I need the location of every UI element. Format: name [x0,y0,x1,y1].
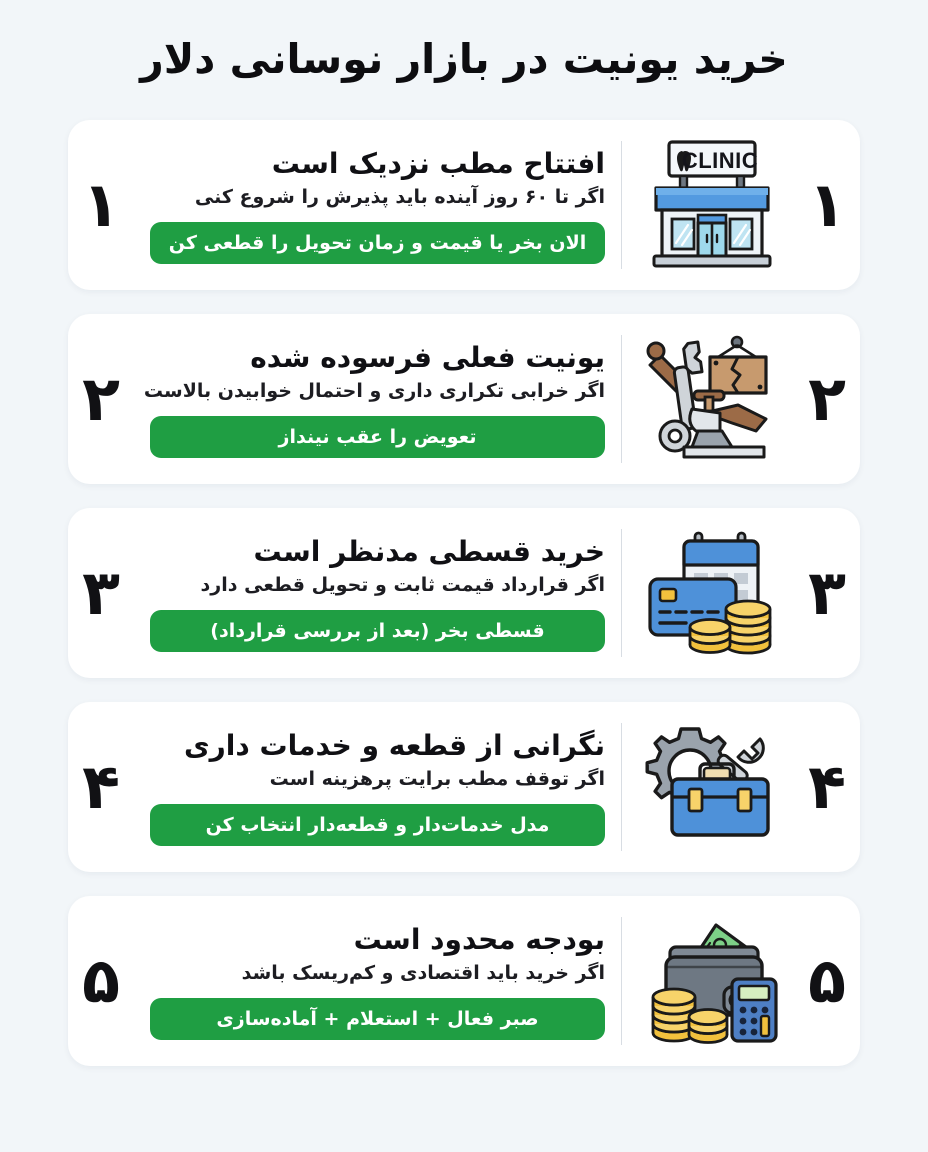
card-5-cta-button[interactable]: صبر فعال + استعلام + آماده‌سازی [150,998,605,1040]
card-2-number-left: ۲ [808,362,846,435]
card-2-divider [621,335,622,463]
card-2-text [140,340,609,458]
card-1-subline: اگر تا ۶۰ روز آینده باید پذیرش را شروع کنی [194,186,605,209]
card-4-text [140,728,609,846]
cards-list [0,120,928,1066]
gear-wrench-toolbox-icon [636,717,788,857]
card-1-number-left: ۱ [808,168,846,241]
dental-clinic-building-icon [636,135,788,275]
card-2-number-right: ۲ [82,362,120,435]
card-5-divider [621,917,622,1045]
card-1-text [140,146,609,264]
card-1 [68,120,860,290]
card-5-number-left: ۵ [808,944,846,1017]
card-1-divider [621,141,622,269]
card-5-text [140,922,609,1040]
page-title: خرید یونیت در بازار نوسانی دلار [140,35,788,84]
card-3-text [140,534,609,652]
card-3-number-left: ۳ [808,556,846,629]
card-2 [68,314,860,484]
card-4-subline: اگر توقف مطب برایت پرهزینه است [269,768,605,791]
card-3-subline: اگر قرارداد قیمت ثابت و تحویل قطعی دارد [200,574,605,597]
card-3 [68,508,860,678]
wallet-coins-calculator-icon [636,911,788,1051]
card-4 [68,702,860,872]
card-4-headline: نگرانی از قطعه و خدمات داری [184,728,605,762]
card-3-cta-button[interactable]: قسطی بخر (بعد از بررسی قرارداد) [150,610,605,652]
card-2-subline: اگر خرابی تکراری داری و احتمال خوابیدن بالاست [143,380,605,403]
card-5-headline: بودجه محدود است [353,922,605,956]
card-3-number-right: ۳ [82,556,120,629]
card-5-subline: اگر خرید باید اقتصادی و کم‌ریسک باشد [241,962,605,985]
calendar-credit-card-coins-icon [636,523,788,663]
card-2-cta-button[interactable]: تعویض را عقب نینداز [150,416,605,458]
card-4-number-right: ۴ [82,750,120,823]
card-3-headline: خرید قسطی مدنظر است [253,534,605,568]
broken-dental-chair-wrench-icon [636,329,788,469]
card-4-divider [621,723,622,851]
title-section [0,0,928,120]
card-2-headline: یونیت فعلی فرسوده شده [250,340,605,374]
card-5-number-right: ۵ [82,944,120,1017]
card-1-headline: افتتاح مطب نزدیک است [271,146,605,180]
card-4-cta-button[interactable]: مدل خدمات‌دار و قطعه‌دار انتخاب کن [150,804,605,846]
card-4-number-left: ۴ [808,750,846,823]
card-1-number-right: ۱ [82,168,120,241]
svg-text:CLINIC: CLINIC [681,148,759,173]
card-1-cta-button[interactable]: الان بخر یا قیمت و زمان تحویل را قطعی کن [150,222,605,264]
card-3-divider [621,529,622,657]
card-5 [68,896,860,1066]
